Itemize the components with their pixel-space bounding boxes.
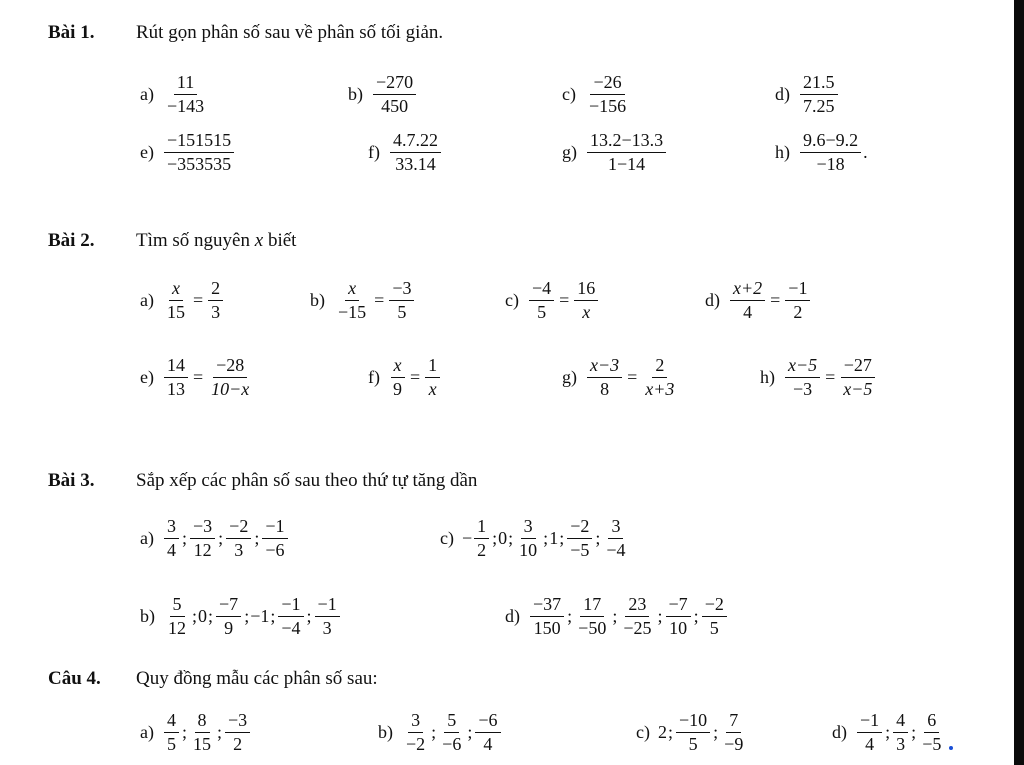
period-mark — [949, 746, 953, 750]
bai3-item-b: b) $\frac{5}{12}$ ; 0 ; $\frac{-7}{9}$ ; −1 ; $\frac{-1}{-4}$ ; $\frac{-1}{3}$ — [140, 594, 342, 638]
fraction: $\frac{-1}{-4}$ — [278, 594, 303, 638]
fraction: $\frac{16}{x}$ — [574, 278, 598, 322]
fraction: $\frac{x}{-15}$ — [338, 278, 367, 322]
fraction: $\frac{-2}{3}$ — [226, 516, 251, 560]
fraction: $\frac{4}{3}$ — [893, 710, 908, 754]
fraction: $\frac{x-3}{8}$ — [587, 355, 622, 399]
fraction: $\frac{-1}{2}$ — [785, 278, 810, 322]
fraction: $\frac{13.2-13.3}{1-14}$ — [587, 130, 666, 174]
bai1-item-a: a) $\frac{11}{-143}$ — [140, 72, 209, 116]
fraction: $\frac{-2}{5}$ — [702, 594, 727, 638]
fraction: $\frac{21.5}{7.25}$ — [800, 72, 838, 116]
fraction: $\frac{-7}{10}$ — [666, 594, 691, 638]
cau4-title: Quy đồng mẫu các phân số sau: — [136, 668, 378, 689]
fraction: $\frac{3}{4}$ — [164, 516, 179, 560]
fraction: $\frac{-1}{-6}$ — [262, 516, 287, 560]
fraction: $\frac{9.6-9.2}{-18}$ — [800, 130, 861, 174]
bai3-item-a: a) $\frac{3}{4}$ ; $\frac{-3}{12}$ ; $\frac{-2}{3}$ ; $\frac{-1}{-6}$ — [140, 516, 290, 560]
fraction: $\frac{5}{12}$ — [168, 594, 186, 638]
fraction: $\frac{1}{2}$ — [474, 516, 489, 560]
bai3-item-d: d) $\frac{-37}{150}$ ; $\frac{17}{-50}$ ; $\frac{23}{-25}$ ; $\frac{-7}{10}$ ; $\frac{-2}{5}$ — [505, 594, 729, 638]
cau4-item-d: d) $\frac{-1}{4}$ ; $\frac{4}{3}$ ; $\frac{6}{-5}$ — [832, 710, 953, 754]
bai3-title: Sắp xếp các phân số sau theo thứ tự tăng dần — [136, 470, 478, 491]
bai2-heading: Bài 2. — [48, 230, 95, 251]
bai2-item-a: a) $\frac{x}{15}$ = $\frac{2}{3}$ — [140, 278, 225, 322]
bai1-item-g: g) $\frac{13.2-13.3}{1-14}$ — [562, 130, 668, 174]
bai2-title: Tìm số nguyên x biết — [136, 230, 297, 251]
fraction: $\frac{-7}{9}$ — [216, 594, 241, 638]
bai1-item-f: f) $\frac{4.7.22}{33.14}$ — [368, 130, 443, 174]
fraction: $\frac{-151515}{-353535}$ — [164, 130, 234, 174]
fraction: $\frac{6}{-5}$ — [922, 710, 942, 754]
bai3-item-c: c) − $\frac{1}{2}$ ; 0 ; $\frac{3}{10}$ ; 1 ; $\frac{-2}{-5}$ ; $\frac{3}{-4}$ — [440, 516, 631, 560]
fraction: $\frac{x}{15}$ — [166, 278, 185, 322]
bai2-item-d: d) $\frac{x+2}{4}$ = $\frac{-1}{2}$ — [705, 278, 812, 322]
bai2-item-f: f) $\frac{x}{9}$ = $\frac{1}{x}$ — [368, 355, 442, 399]
fraction: $\frac{7}{-9}$ — [724, 710, 744, 754]
bai2-item-b: b) $\frac{x}{-15}$ = $\frac{-3}{5}$ — [310, 278, 416, 322]
fraction: $\frac{5}{-6}$ — [442, 710, 462, 754]
cau4-heading: Câu 4. — [48, 668, 101, 689]
fraction: $\frac{11}{-143}$ — [166, 72, 205, 116]
cau4-item-b: b) $\frac{3}{-2}$ ; $\frac{5}{-6}$ ; $\frac{-6}{4}$ — [378, 710, 503, 754]
bai2-item-g: g) $\frac{x-3}{8}$ = $\frac{2}{x+3}$ — [562, 355, 679, 399]
bai1-item-c: c) $\frac{-26}{-156}$ — [562, 72, 631, 116]
fraction: $\frac{14}{13}$ — [164, 355, 188, 399]
fraction: $\frac{4}{5}$ — [164, 710, 179, 754]
bai2-item-e: e) $\frac{14}{13}$ = $\frac{-28}{10-x}$ — [140, 355, 254, 399]
fraction: $\frac{-2}{-5}$ — [567, 516, 592, 560]
fraction: $\frac{-270}{450}$ — [373, 72, 416, 116]
fraction: $\frac{-26}{-156}$ — [588, 72, 627, 116]
fraction: $\frac{x-5}{-3}$ — [785, 355, 820, 399]
fraction: $\frac{23}{-25}$ — [623, 594, 652, 638]
bai2-item-c: c) $\frac{-4}{5}$ = $\frac{16}{x}$ — [505, 278, 600, 322]
fraction: $\frac{-27}{x-5}$ — [840, 355, 875, 399]
cau4-item-a: a) $\frac{4}{5}$ ; $\frac{8}{15}$ ; $\frac{-3}{2}$ — [140, 710, 252, 754]
bai2-item-h: h) $\frac{x-5}{-3}$ = $\frac{-27}{x-5}$ — [760, 355, 877, 399]
fraction: $\frac{-37}{150}$ — [530, 594, 564, 638]
fraction: $\frac{-3}{2}$ — [225, 710, 250, 754]
fraction: $\frac{-6}{4}$ — [475, 710, 500, 754]
cau4-item-c: c) 2 ; $\frac{-10}{5}$ ; $\frac{7}{-9}$ — [636, 710, 748, 754]
fraction: $\frac{-3}{12}$ — [190, 516, 215, 560]
fraction: $\frac{-3}{5}$ — [389, 278, 414, 322]
fraction: $\frac{-1}{4}$ — [857, 710, 882, 754]
fraction: $\frac{-1}{3}$ — [315, 594, 340, 638]
fraction: $\frac{2}{x+3}$ — [645, 355, 675, 399]
bai3-heading: Bài 3. — [48, 470, 95, 491]
fraction: $\frac{3}{10}$ — [519, 516, 538, 560]
fraction: $\frac{1}{x}$ — [425, 355, 440, 399]
bai1-item-b: b) $\frac{-270}{450}$ — [348, 72, 418, 116]
right-edge-bar — [1014, 0, 1024, 765]
fraction: $\frac{x+2}{4}$ — [730, 278, 765, 322]
fraction: $\frac{-4}{5}$ — [529, 278, 554, 322]
fraction: $\frac{17}{-50}$ — [578, 594, 607, 638]
fraction: $\frac{2}{3}$ — [208, 278, 223, 322]
fraction: $\frac{8}{15}$ — [193, 710, 211, 754]
bai1-item-e: e) $\frac{-151515}{-353535}$ — [140, 130, 236, 174]
bai1-item-h: h) $\frac{9.6-9.2}{-18}$ . — [775, 130, 868, 174]
fraction: $\frac{-28}{10-x}$ — [211, 355, 250, 399]
bai1-heading: Bài 1. — [48, 22, 95, 43]
bai1-item-d: d) $\frac{21.5}{7.25}$ — [775, 72, 840, 116]
fraction: $\frac{3}{-2}$ — [406, 710, 426, 754]
bai1-title: Rút gọn phân số sau về phân số tối giản. — [136, 22, 444, 43]
fraction: $\frac{x}{9}$ — [390, 355, 405, 399]
fraction: $\frac{3}{-4}$ — [606, 516, 626, 560]
fraction: $\frac{4.7.22}{33.14}$ — [390, 130, 441, 174]
fraction: $\frac{-10}{5}$ — [676, 710, 710, 754]
